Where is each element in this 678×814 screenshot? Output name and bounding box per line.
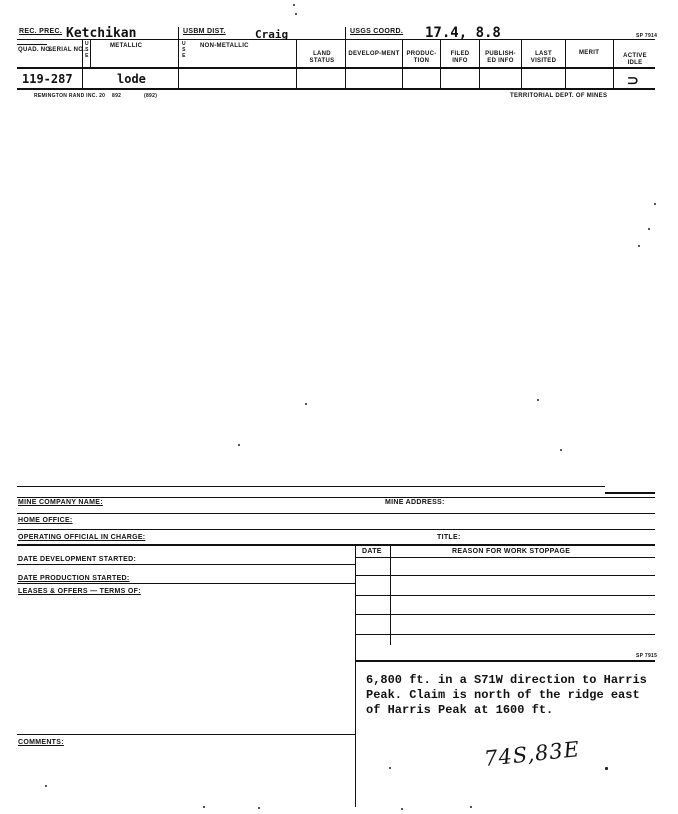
divider-rec-usbm	[178, 27, 179, 89]
record-quad-serial: 119-287	[22, 72, 73, 86]
col-div-1b	[90, 39, 91, 68]
land-status-label: LAND STATUS	[309, 51, 335, 64]
scan-speck	[401, 808, 403, 810]
scan-speck	[258, 807, 260, 809]
handwritten-annotation: 74S,83E	[483, 737, 582, 771]
col-div-7	[479, 39, 480, 89]
comments-label: COMMENTS:	[18, 739, 64, 746]
date-column-label: DATE	[362, 548, 382, 555]
development-label: DEVELOP-MENT	[348, 51, 400, 57]
leases-offers-label: LEASES & OFFERS — TERMS OF:	[18, 588, 141, 595]
rec-prec-value: Ketchikan	[66, 26, 137, 41]
non-metallic-label: NON-METALLIC	[200, 43, 249, 49]
form-code-bottom: SP 7915	[636, 653, 658, 659]
col-div-9	[565, 39, 566, 89]
stoppage-row-3	[356, 595, 655, 596]
active-idle-label: ACTIVE IDLE	[623, 53, 647, 66]
col-div-8	[521, 39, 522, 89]
stoppage-bottom	[356, 660, 655, 662]
scan-speck	[560, 449, 562, 451]
col-div-6	[440, 39, 441, 89]
scan-speck	[238, 444, 240, 446]
printer-code-a: 892	[112, 93, 122, 99]
serial-no-label: SERIAL NO.	[48, 47, 86, 53]
stoppage-row-4	[356, 614, 655, 615]
usgs-coord-value: 17.4, 8.8	[425, 25, 501, 41]
date-production-started-label: DATE PRODUCTION STARTED:	[18, 575, 130, 582]
last-visited-label: LAST VISITED	[530, 51, 557, 64]
col-div-10	[613, 39, 614, 89]
title-label: TITLE:	[437, 534, 461, 541]
form-code-top: SP 7914	[636, 33, 658, 39]
stoppage-row-2	[356, 575, 655, 576]
filed-info-label: FILED INFO	[450, 51, 470, 64]
scan-speck	[293, 4, 295, 6]
scan-speck	[537, 399, 539, 401]
rule-record-bottom	[17, 88, 655, 90]
rule-prod-started	[17, 583, 355, 584]
rule-top-thin	[17, 486, 605, 487]
rule-home-office-row	[17, 513, 655, 514]
lower-divider-main	[355, 545, 356, 807]
usbm-dist-value: Craig	[255, 28, 289, 41]
scan-speck	[648, 228, 650, 230]
printer-code-b: (892)	[144, 93, 158, 99]
home-office-label: HOME OFFICE:	[18, 517, 73, 524]
mine-company-name-label: MINE COMPANY NAME:	[18, 499, 103, 506]
published-info-label: PUBLISH-ED INFO	[485, 51, 516, 64]
scan-speck	[203, 806, 205, 808]
rule-quad-underline	[17, 44, 47, 45]
scan-speck	[305, 403, 307, 405]
col-div-3	[296, 39, 297, 89]
scan-speck	[638, 245, 640, 247]
rule-official-row	[17, 529, 655, 530]
rule-top-right-curl	[605, 492, 655, 494]
stoppage-row-5	[356, 634, 655, 635]
metallic-label: METALLIC	[110, 43, 143, 49]
rule-company-row	[17, 497, 655, 498]
lower-divider-date	[390, 545, 391, 645]
scan-speck	[654, 203, 656, 205]
scan-speck	[295, 13, 297, 15]
operating-official-label: OPERATING OFFICIAL IN CHARGE:	[18, 534, 146, 541]
scan-speck	[605, 767, 608, 770]
scan-speck	[45, 785, 47, 787]
rule-title-bottom	[17, 544, 655, 546]
reason-column-label: REASON FOR WORK STOPPAGE	[452, 548, 571, 555]
notes-line-1: 6,800 ft. in a S71W direction to Harris	[366, 673, 647, 687]
divider-usbm-usgs	[345, 27, 346, 89]
merit-label: MERIT	[579, 50, 600, 56]
rule-dev-started	[17, 564, 355, 565]
rec-prec-label: REC. PREC.	[19, 28, 63, 35]
stoppage-row-1	[356, 557, 655, 558]
mine-address-label: MINE ADDRESS:	[385, 499, 445, 506]
usgs-coord-label: USGS COORD.	[350, 28, 404, 35]
scan-speck	[470, 806, 472, 808]
notes-line-2: Peak. Claim is north of the ridge east	[366, 688, 640, 702]
department-imprint: TERRITORIAL DEPT. OF MINES	[510, 93, 608, 99]
record-metallic: lode	[117, 72, 146, 86]
col-div-5	[402, 39, 403, 89]
date-development-started-label: DATE DEVELOPMENT STARTED:	[18, 556, 137, 563]
notes-line-3: of Harris Peak at 1600 ft.	[366, 703, 554, 717]
production-label: PRODUC-TION	[406, 51, 437, 64]
use-letters-nonmetallic: U S E	[182, 41, 186, 59]
record-active-idle-mark: ⊃	[627, 72, 639, 88]
rule-columns-bottom	[17, 67, 655, 69]
printer-imprint: REMINGTON RAND INC. 20	[34, 93, 106, 99]
rule-comments	[17, 734, 355, 735]
scan-speck	[389, 767, 391, 769]
quad-no-label: QUAD. NO.	[18, 47, 53, 53]
usbm-dist-label: USBM DIST.	[183, 28, 226, 35]
use-letters-metallic: U S E	[85, 41, 89, 59]
